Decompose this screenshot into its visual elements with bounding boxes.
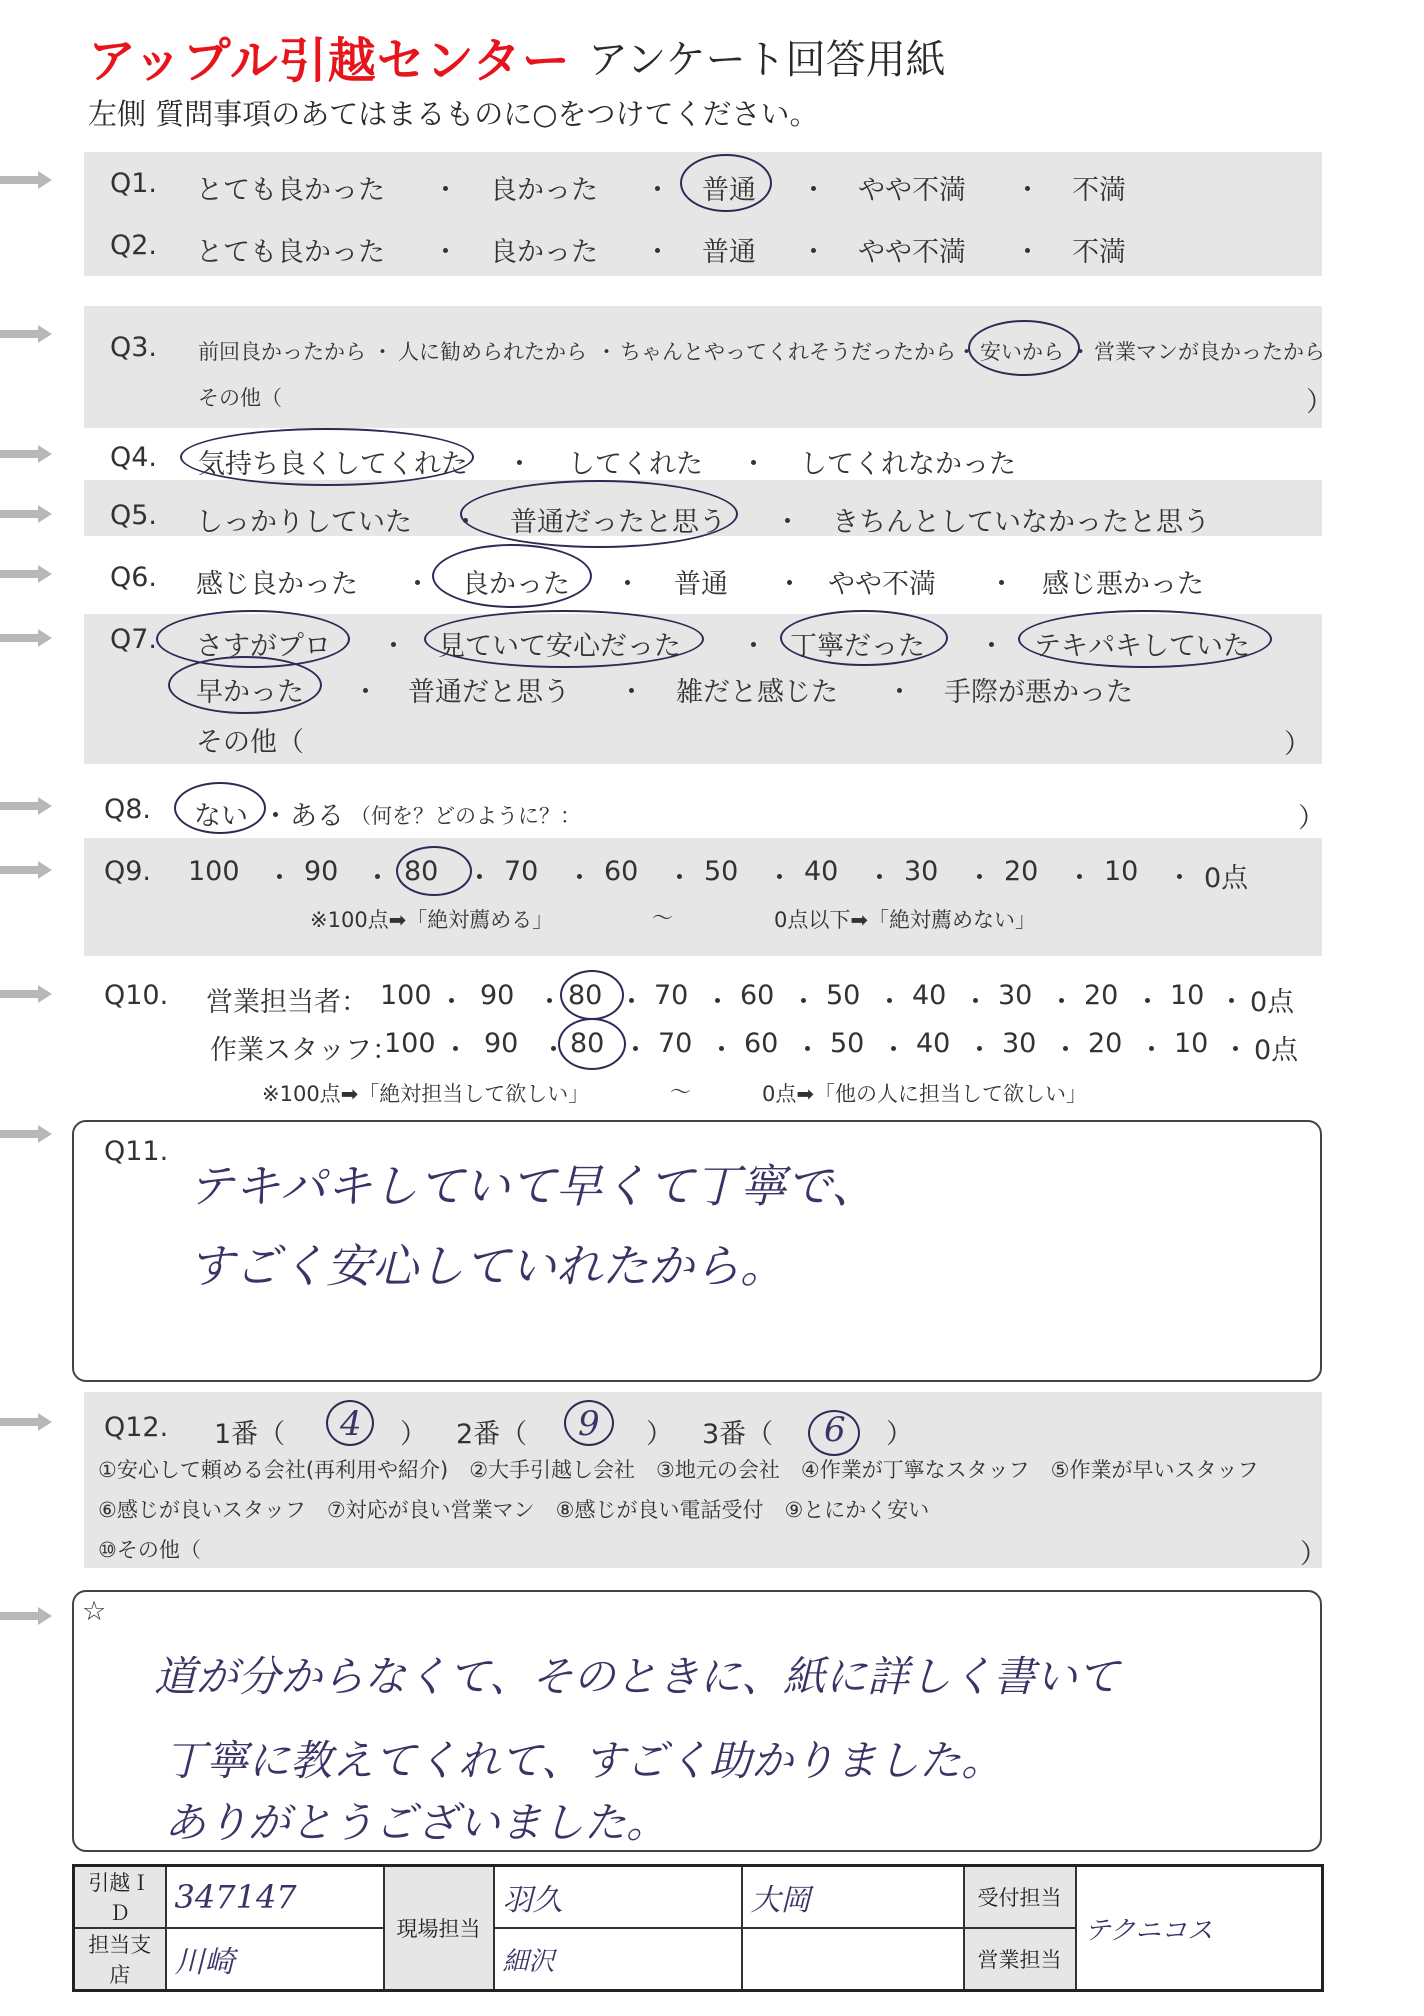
q2-option-5[interactable]: 不満: [1072, 237, 1126, 268]
undefined-score[interactable]: 20: [1084, 980, 1119, 1011]
q7-sep: ・: [352, 677, 379, 708]
q9-label: Q9.: [104, 856, 152, 887]
site-value-3[interactable]: [742, 1866, 964, 1929]
q11-label: Q11.: [104, 1136, 169, 1167]
undefined-sep: ・: [1052, 1035, 1079, 1066]
q10-note-right: 0点➡「他の人に担当して欲しい」: [762, 1082, 1087, 1106]
q6-sep: ・: [404, 569, 431, 600]
undefined-score[interactable]: 40: [916, 1028, 951, 1059]
undefined-score[interactable]: 60: [744, 1028, 779, 1059]
q6-option-2[interactable]: 良かった: [462, 569, 570, 600]
instruction-text: 左側 質問事項のあてはまるものに○をつけてください。: [88, 97, 819, 131]
site-handwriting-1: 羽久: [502, 1883, 563, 1918]
q12-third-value[interactable]: 6: [824, 1410, 846, 1450]
q1-sep: ・: [432, 175, 459, 206]
q6-option-1[interactable]: 感じ良かった: [196, 569, 358, 600]
site-handwriting-3: 大岡: [750, 1883, 811, 1918]
undefined-score[interactable]: 70: [654, 980, 689, 1011]
branch-label: 担当支店: [74, 1928, 166, 1991]
q12-second-close: ）: [646, 1419, 673, 1450]
comment-handwriting-line2: 丁寧に教えてくれて、すごく助かりました。: [164, 1736, 1004, 1785]
q2-option-1[interactable]: とても良かった: [196, 237, 385, 268]
q2-sep: ・: [644, 237, 671, 268]
undefined-sep: ・: [962, 987, 989, 1018]
q7-sep: ・: [618, 677, 645, 708]
reception-value[interactable]: [1076, 1866, 1323, 1991]
undefined-score[interactable]: 20: [1088, 1028, 1123, 1059]
undefined-sep: ・: [1134, 987, 1161, 1018]
undefined-score[interactable]: 60: [740, 980, 775, 1011]
undefined-sep: ・: [1222, 1035, 1249, 1066]
q7-other[interactable]: その他（: [196, 727, 304, 758]
branch-value[interactable]: [166, 1928, 384, 1991]
id-handwriting: 347147: [174, 1878, 297, 1916]
q11-handwriting-line1: テキパキしていて早くて丁寧で、: [188, 1159, 878, 1213]
id-label: 引越ＩＤ: [74, 1866, 166, 1929]
undefined-sep: ・: [790, 987, 817, 1018]
undefined-sep: ・: [1048, 987, 1075, 1018]
undefined-sep: ・: [438, 987, 465, 1018]
margin-arrow-icon: [0, 568, 52, 578]
undefined-score[interactable]: 80: [570, 1028, 605, 1059]
q7-other-close: ）: [1284, 729, 1311, 760]
q6-sep: ・: [776, 569, 803, 600]
undefined-score[interactable]: 100: [380, 980, 432, 1011]
q10-row2-label: 作業スタッフ：: [210, 1035, 399, 1066]
undefined-sep: ・: [442, 1035, 469, 1066]
site-value-4[interactable]: [742, 1928, 964, 1991]
undefined-score[interactable]: 30: [998, 980, 1033, 1011]
q2-label: Q2.: [110, 230, 158, 261]
undefined-score[interactable]: 0点: [1250, 987, 1295, 1018]
undefined-sep: ・: [866, 863, 893, 894]
q10-label: Q10.: [104, 980, 169, 1011]
q12-choices-row2: ⑥感じが良いスタッフ ⑦対応が良い営業マン ⑧感じが良い電話受付 ⑨とにかく安い: [98, 1498, 930, 1522]
undefined-score[interactable]: 70: [504, 856, 539, 887]
q1-option-2[interactable]: 良かった: [490, 175, 598, 206]
undefined-score[interactable]: 30: [1002, 1028, 1037, 1059]
undefined-score[interactable]: 80: [404, 856, 439, 887]
q12-choices-row1: ①安心して頼める会社(再利用や紹介) ②大手引越し会社 ③地元の会社 ④作業が丁寧なスタッフ ⑤作業が早いスタッフ: [98, 1458, 1259, 1482]
q6-label: Q6.: [110, 562, 158, 593]
margin-arrow-icon: [0, 174, 52, 184]
q6-sep: ・: [988, 569, 1015, 600]
site-handwriting-2: 細沢: [502, 1946, 555, 1977]
q6-option-4[interactable]: やや不満: [828, 569, 936, 600]
undefined-sep: ・: [966, 863, 993, 894]
q5-sep: ・: [774, 507, 801, 538]
undefined-score[interactable]: 80: [568, 980, 603, 1011]
undefined-score[interactable]: 20: [1004, 856, 1039, 887]
q7-sep: ・: [978, 631, 1005, 662]
q12-third-label: 3番（: [702, 1419, 774, 1450]
margin-arrow-icon: [0, 864, 52, 874]
q4-option-1[interactable]: 気持ち良くしてくれた: [198, 449, 468, 480]
undefined-score[interactable]: 70: [658, 1028, 693, 1059]
undefined-score[interactable]: 100: [188, 856, 240, 887]
q6-option-3[interactable]: 普通: [674, 569, 728, 600]
margin-arrow-icon: [0, 1416, 52, 1426]
q12-choices-row3[interactable]: ⑩その他（: [98, 1538, 201, 1562]
q12-third-close: ）: [886, 1419, 913, 1450]
margin-arrow-icon: [0, 988, 52, 998]
undefined-sep: ・: [1218, 987, 1245, 1018]
q12-first-value[interactable]: 4: [340, 1404, 362, 1444]
undefined-score[interactable]: 90: [480, 980, 515, 1011]
q4-sep: ・: [506, 449, 533, 480]
q10-tilde: 〜: [670, 1080, 691, 1104]
q12-first-label: 1番（: [214, 1419, 286, 1450]
q1-sep: ・: [644, 175, 671, 206]
site-value-2[interactable]: [494, 1928, 742, 1991]
q4-sep: ・: [740, 449, 767, 480]
q12-first-close: ）: [400, 1419, 427, 1450]
q5-option-2[interactable]: 普通だったと思う: [510, 507, 726, 538]
q2-sep: ・: [432, 237, 459, 268]
q4-option-3[interactable]: してくれなかった: [800, 449, 1016, 480]
staff-info-table: [72, 1864, 1324, 1992]
q2-option-3[interactable]: 普通: [702, 237, 756, 268]
q7-option-7[interactable]: 雑だと感じた: [676, 677, 838, 708]
q2-option-2[interactable]: 良かった: [490, 237, 598, 268]
reception-handwriting: テクニコス: [1084, 1915, 1213, 1946]
q5-sep: ・: [452, 507, 479, 538]
q8-label: Q8.: [104, 794, 152, 825]
q8-option-2[interactable]: ある: [290, 801, 344, 832]
undefined-score[interactable]: 10: [1104, 856, 1139, 887]
q1-sep: ・: [800, 175, 827, 206]
branch-handwriting: 川崎: [174, 1945, 235, 1980]
undefined-sep: ・: [876, 987, 903, 1018]
q7-option-8[interactable]: 手際が悪かった: [944, 677, 1133, 708]
comment-handwriting-line3: ありがとうございました。: [164, 1798, 669, 1847]
q6-sep: ・: [614, 569, 641, 600]
q5-option-3[interactable]: きちんとしていなかったと思う: [832, 507, 1210, 538]
undefined-sep: ・: [618, 987, 645, 1018]
undefined-sep: ・: [540, 1035, 567, 1066]
q1-option-4[interactable]: やや不満: [858, 175, 966, 206]
star-icon: ☆: [82, 1596, 107, 1627]
q7-sep: ・: [380, 631, 407, 662]
q2-sep: ・: [1014, 237, 1041, 268]
q2-option-4[interactable]: やや不満: [858, 237, 966, 268]
q7-option-2[interactable]: 見ていて安心だった: [438, 631, 681, 662]
q8-hint: （何を？どのように？：: [350, 804, 581, 828]
undefined-score[interactable]: 90: [304, 856, 339, 887]
q2-sep: ・: [800, 237, 827, 268]
margin-arrow-icon: [0, 328, 52, 338]
undefined-sep: ・: [666, 863, 693, 894]
q7-option-6[interactable]: 普通だと思う: [408, 677, 570, 708]
q7-option-4[interactable]: テキパキしていた: [1034, 631, 1250, 662]
undefined-sep: ・: [794, 1035, 821, 1066]
q3-option-2[interactable]: 人に勧められたから: [398, 340, 587, 364]
undefined-sep: ・: [708, 1035, 735, 1066]
margin-arrow-icon: [0, 800, 52, 810]
site-value-1[interactable]: [494, 1866, 742, 1929]
undefined-sep: ・: [966, 1035, 993, 1066]
q3-option-5[interactable]: 営業マンが良かったから: [1094, 340, 1325, 364]
site-label: 現場担当: [384, 1866, 494, 1991]
margin-arrow-icon: [0, 1610, 52, 1620]
comment-handwriting-line1: 道が分からなくて、そのときに、紙に詳しく書いて: [154, 1652, 1120, 1701]
q5-option-1[interactable]: しっかりしていた: [196, 507, 412, 538]
q3-other-close: ）: [1306, 387, 1333, 418]
q7-option-5[interactable]: 早かった: [196, 677, 304, 708]
undefined-sep: ・: [1066, 863, 1093, 894]
q8-sep: ・: [262, 801, 289, 832]
brand-title: アップル引越センター: [88, 33, 571, 89]
q3-label: Q3.: [110, 332, 158, 363]
undefined-score[interactable]: 10: [1174, 1028, 1209, 1059]
q3-sep: ・: [1070, 340, 1091, 364]
undefined-score[interactable]: 40: [912, 980, 947, 1011]
q9-note-left: ※100点➡「絶対薦める」: [310, 908, 554, 932]
q4-label: Q4.: [110, 442, 158, 473]
undefined-sep: ・: [364, 863, 391, 894]
q3-sep: ・: [956, 340, 977, 364]
undefined-score[interactable]: 60: [604, 856, 639, 887]
undefined-score[interactable]: 0点: [1204, 863, 1249, 894]
undefined-score[interactable]: 40: [804, 856, 839, 887]
undefined-sep: ・: [766, 863, 793, 894]
q10-row1-label: 営業担当者：: [206, 987, 368, 1018]
margin-arrow-icon: [0, 632, 52, 642]
undefined-score[interactable]: 90: [484, 1028, 519, 1059]
undefined-score[interactable]: 50: [826, 980, 861, 1011]
undefined-score[interactable]: 50: [704, 856, 739, 887]
q3-sep: ・: [372, 340, 393, 364]
undefined-sep: ・: [266, 863, 293, 894]
undefined-score[interactable]: 50: [830, 1028, 865, 1059]
q3-sep: ・: [596, 340, 617, 364]
undefined-score[interactable]: 10: [1170, 980, 1205, 1011]
margin-arrow-icon: [0, 448, 52, 458]
q4-option-2[interactable]: してくれた: [568, 449, 703, 480]
id-value[interactable]: [166, 1866, 384, 1929]
form-subtitle: アンケート回答用紙: [588, 37, 946, 83]
undefined-sep: ・: [536, 987, 563, 1018]
q7-label: Q7.: [110, 624, 158, 655]
q12-label: Q12.: [104, 1412, 169, 1443]
q12-second-label: 2番（: [456, 1419, 528, 1450]
q7-sep: ・: [886, 677, 913, 708]
undefined-score[interactable]: 0点: [1254, 1035, 1299, 1066]
q1-label: Q1.: [110, 168, 158, 199]
undefined-score[interactable]: 30: [904, 856, 939, 887]
q12-second-value[interactable]: 9: [578, 1404, 600, 1444]
q9-note-right: 0点以下➡「絶対薦めない」: [774, 908, 1036, 932]
q12-other-close: ）: [1300, 1539, 1327, 1570]
q5-label: Q5.: [110, 500, 158, 531]
q6-option-5[interactable]: 感じ悪かった: [1042, 569, 1204, 600]
sales-label: 営業担当: [964, 1928, 1076, 1991]
q3-option-3[interactable]: ちゃんとやってくれそうだったから: [620, 340, 956, 364]
undefined-sep: ・: [704, 987, 731, 1018]
undefined-sep: ・: [466, 863, 493, 894]
q3-other[interactable]: その他（: [198, 386, 282, 410]
q3-option-1[interactable]: 前回良かったから: [198, 340, 366, 364]
q8-close: ）: [1298, 803, 1325, 834]
q8-option-1[interactable]: ない: [194, 801, 248, 832]
margin-arrow-icon: [0, 508, 52, 518]
undefined-sep: ・: [566, 863, 593, 894]
q1-option-3[interactable]: 普通: [702, 175, 756, 206]
q7-option-3[interactable]: 丁寧だった: [790, 631, 925, 662]
q9-tilde: 〜: [652, 906, 673, 930]
reception-label: 受付担当: [964, 1866, 1076, 1929]
undefined-sep: ・: [880, 1035, 907, 1066]
q1-sep: ・: [1014, 175, 1041, 206]
undefined-sep: ・: [622, 1035, 649, 1066]
q1-option-1[interactable]: とても良かった: [196, 175, 385, 206]
q11-handwriting-line2: すごく安心していれたから。: [188, 1239, 786, 1293]
margin-arrow-icon: [0, 1128, 52, 1138]
q7-option-1[interactable]: さすがプロ: [196, 631, 331, 662]
q3-option-4[interactable]: 安いから: [980, 340, 1064, 364]
q10-note-left: ※100点➡「絶対担当して欲しい」: [262, 1082, 590, 1106]
q7-sep: ・: [740, 631, 767, 662]
undefined-sep: ・: [1166, 863, 1193, 894]
undefined-sep: ・: [1138, 1035, 1165, 1066]
q1-option-5[interactable]: 不満: [1072, 175, 1126, 206]
undefined-score[interactable]: 100: [384, 1028, 436, 1059]
